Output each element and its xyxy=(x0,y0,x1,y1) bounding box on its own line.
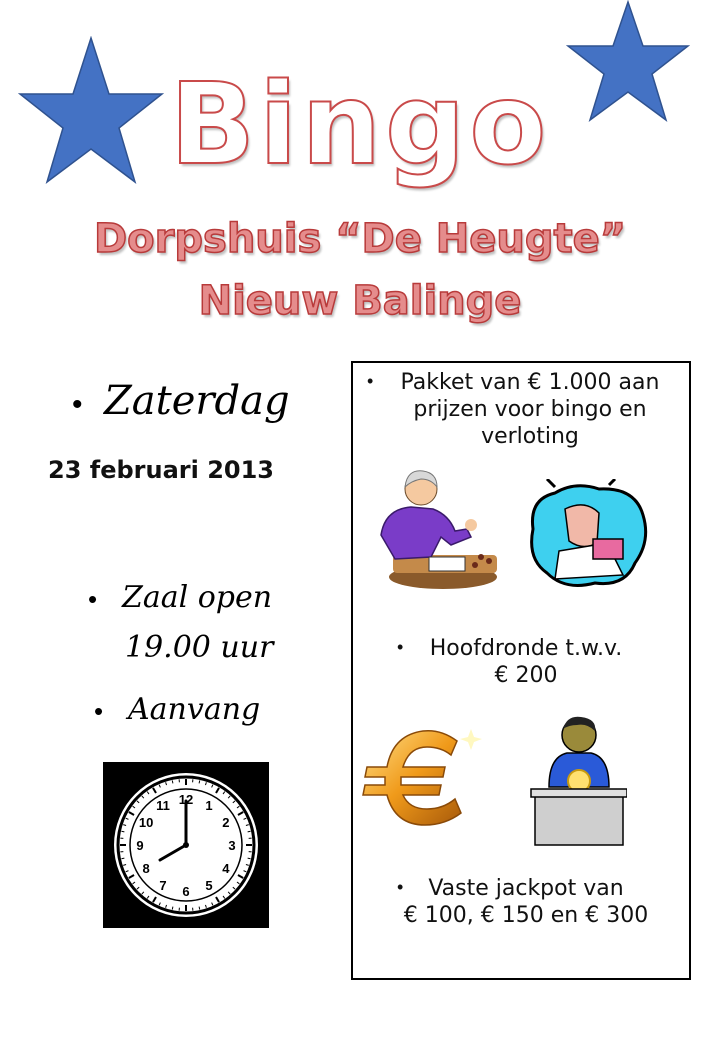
prize-line-2: prijzen voor bingo en xyxy=(413,397,647,422)
bullet-start: • xyxy=(94,696,104,726)
clock-numeral: 9 xyxy=(136,838,144,853)
venue-title: Dorpshuis “De Heugte” xyxy=(93,216,627,262)
clock-numeral: 3 xyxy=(228,838,236,853)
clock-numeral: 8 xyxy=(142,861,150,876)
bullet-open: • xyxy=(88,584,98,614)
main-round-value: € 200 xyxy=(494,663,558,688)
clock-tick xyxy=(248,831,251,832)
clock-tick xyxy=(172,780,173,783)
winner-man-clipart xyxy=(525,479,651,591)
start-label: Aanvang xyxy=(128,692,261,727)
clock-numeral: 10 xyxy=(138,815,154,830)
man-desk-clipart xyxy=(527,713,627,847)
prize-line-1: Pakket van € 1.000 aan xyxy=(400,370,660,395)
clock-icon xyxy=(103,762,269,928)
clock-numeral: 4 xyxy=(222,861,230,876)
place-title: Nieuw Balinge xyxy=(198,278,522,324)
clock-tick xyxy=(199,780,200,783)
jackpot-label: Vaste jackpot van xyxy=(428,876,624,901)
open-time: 19.00 uur xyxy=(125,630,274,665)
clock-numeral: 1 xyxy=(205,798,213,814)
clock-tick xyxy=(121,831,124,832)
clock-image xyxy=(103,762,269,928)
euro-icon xyxy=(361,723,485,833)
prize-panel xyxy=(351,361,691,980)
poster-title: Bingo xyxy=(169,60,551,190)
bullet-item1: • xyxy=(367,371,374,391)
bullet-day: • xyxy=(72,388,83,421)
clock-numeral: 7 xyxy=(159,877,167,893)
clock-numeral: 5 xyxy=(205,877,213,893)
event-day: Zaterdag xyxy=(104,378,290,424)
clock-numeral: 6 xyxy=(182,884,190,899)
jackpot-values: € 100, € 150 en € 300 xyxy=(403,903,649,928)
clock-numeral: 2 xyxy=(222,815,230,830)
event-date: 23 februari 2013 xyxy=(48,456,274,484)
clock-tick xyxy=(121,858,124,859)
bullet-item2: • xyxy=(397,637,404,657)
prize-line-3: verloting xyxy=(481,424,579,449)
clock-numeral: 11 xyxy=(156,798,170,814)
clock-tick xyxy=(199,907,200,910)
clock-numeral: 12 xyxy=(178,792,194,807)
open-label: Zaal open xyxy=(122,580,273,615)
woman-bingo-clipart xyxy=(371,465,501,593)
bullet-item3: • xyxy=(397,877,404,897)
clock-tick xyxy=(172,907,173,910)
main-round-label: Hoofdronde t.w.v. xyxy=(429,636,623,661)
clock-tick xyxy=(248,858,251,859)
